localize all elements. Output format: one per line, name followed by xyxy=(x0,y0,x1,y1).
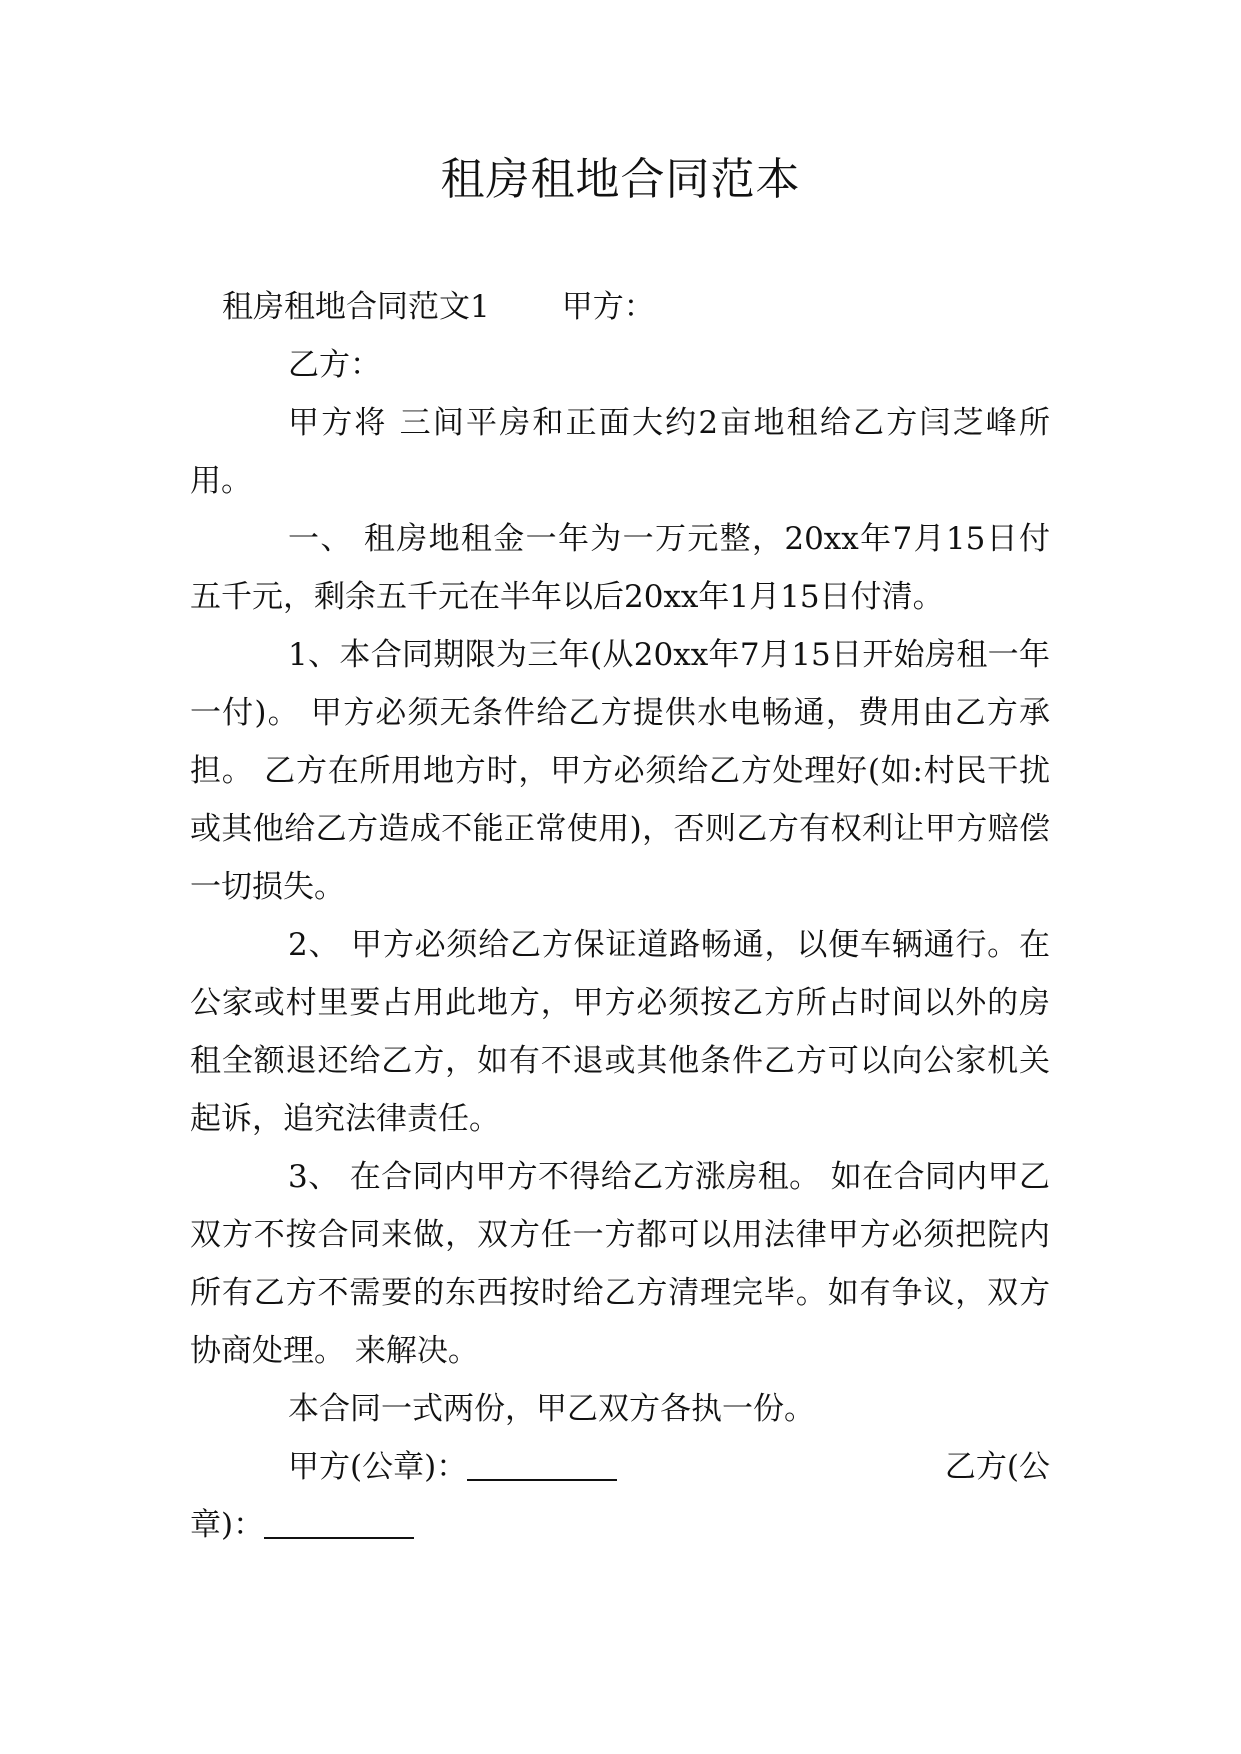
paragraph-copies: 本合同一式两份，甲乙双方各执一份。 xyxy=(288,1391,815,1427)
document-title: 租房租地合同范本 xyxy=(440,154,801,205)
signature-row-2 xyxy=(190,1496,1050,1554)
paragraph-no-increase: 3、 在合同内甲方不得给乙方涨房租。 如在合同内甲乙双方不按合同来做，双方任一方都可以用法律甲方必须把院内所有乙方不需要的东西按时给乙方清理完毕。如有争议，双方协商处理。 来解决。 xyxy=(190,1159,1050,1369)
party-b-seal-label-end: 章)： xyxy=(190,1507,265,1543)
party-a-heading: 甲方： xyxy=(561,289,655,325)
party-a-signature-line xyxy=(467,1449,617,1481)
paragraph-term: 1、本合同期限为三年(从20xx年7月15日开始房租一年一付)。 甲方必须无条件给乙方提供水电畅通，费用由乙方承担。 乙方在所用地方时，甲方必须给乙方处理好(如:村民干扰或其他给乙方造成不能正常使用)，否则乙方有权利让甲方赔偿一切损失。 xyxy=(190,637,1050,905)
document-body xyxy=(190,278,1050,1554)
party-b-seal-label-start: 乙方(公 xyxy=(944,1449,1050,1485)
header-line xyxy=(190,278,1050,336)
party-b-signature-line xyxy=(264,1507,414,1539)
paragraph-road: 2、 甲方必须给乙方保证道路畅通，以便车辆通行。在公家或村里要占用此地方，甲方必须按乙方所占时间以外的房租全额退还给乙方，如有不退或其他条件乙方可以向公家机关起诉，追究法律责任。 xyxy=(190,927,1050,1137)
paragraph-intro: 甲方将 三间平房和正面大约2亩地租给乙方闫芝峰所用。 xyxy=(190,405,1050,499)
signature-row xyxy=(190,1438,1050,1496)
party-b-heading: 乙方： xyxy=(288,347,381,383)
document-subtitle: 租房租地合同范文1 xyxy=(222,289,490,325)
party-a-seal-label: 甲方(公章)： xyxy=(288,1449,468,1485)
paragraph-rent: 一、 租房地租金一年为一万元整，20xx年7月15日付五千元，剩余五千元在半年以后20xx年1月15日付清。 xyxy=(190,521,1050,615)
